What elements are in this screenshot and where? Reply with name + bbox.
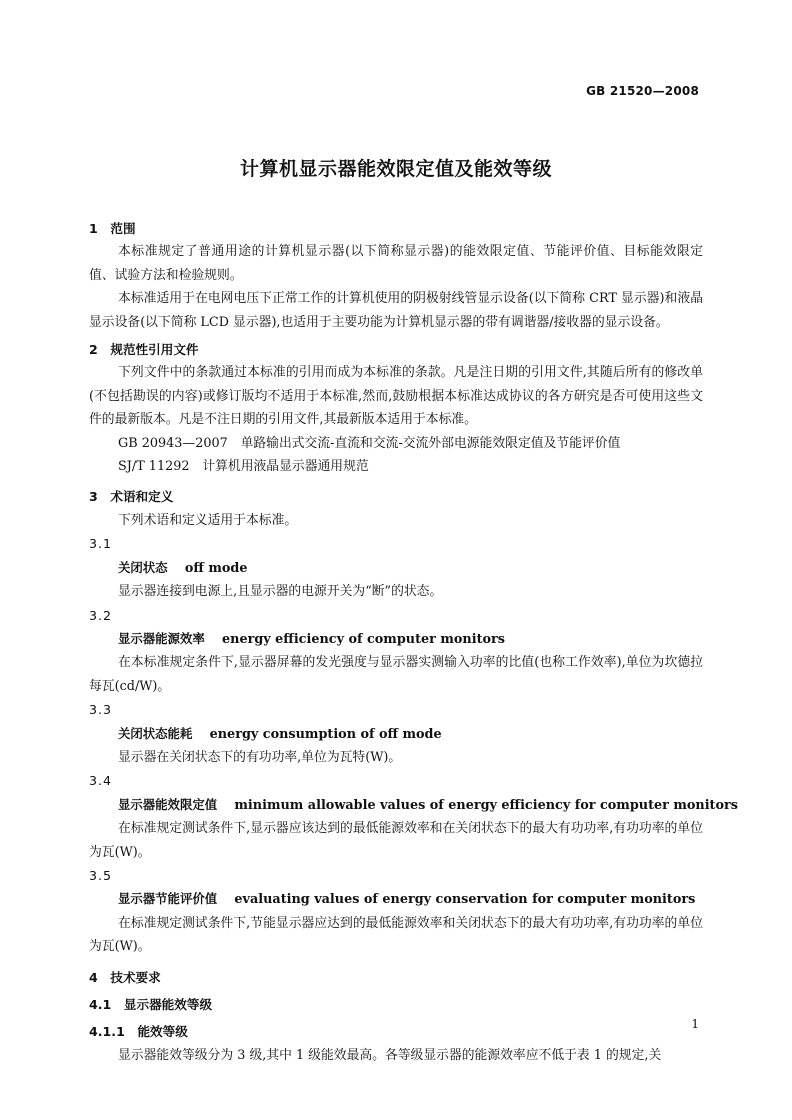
page-number: 1 bbox=[691, 1017, 699, 1031]
term-heading bbox=[89, 722, 703, 746]
section-1-heading: 1 范围 bbox=[89, 221, 136, 236]
term-number: 3.4 bbox=[89, 773, 113, 789]
term-zh: 显示器能源效率 bbox=[118, 630, 205, 646]
term-number: 3.3 bbox=[89, 702, 113, 718]
term-definition: 在本标准规定条件下,显示器屏幕的发光强度与显示器实测输入功率的比值(也称工作效率),单位为坎德拉每瓦(cd/W)。 bbox=[89, 655, 703, 694]
term-definition: 显示器连接到电源上,且显示器的电源开关为“断”的状态。 bbox=[118, 584, 443, 600]
term-en: minimum allowable values of energy efficiency for computer monitors bbox=[234, 797, 738, 813]
term-en: evaluating values of energy conservation for computer monitors bbox=[234, 892, 696, 908]
term-definition: 在标准规定测试条件下,节能显示器应达到的最低能源效率和关闭状态下的最大有功功率,有功功率的单位为瓦(W)。 bbox=[89, 915, 703, 955]
section-1-paragraph: 本标准规定了普通用途的计算机显示器(以下简称显示器)的能效限定值、节能评价值、目标能效限定值、试验方法和检验规则。 bbox=[89, 244, 703, 283]
term-en: energy consumption of off mode bbox=[209, 726, 442, 742]
document-title: 计算机显示器能效限定值及能效等级 bbox=[239, 158, 552, 180]
term-number: 3.5 bbox=[89, 867, 113, 883]
section-2-heading: 2 规范性引用文件 bbox=[89, 342, 199, 358]
section-3-heading: 3 术语和定义 bbox=[89, 489, 174, 505]
normative-reference: SJ/T 11292 计算机用液晶显示器通用规范 bbox=[118, 459, 369, 475]
section-2-paragraph: 下列文件中的条款通过本标准的引用而成为本标准的条款。凡是注日期的引用文件,其随后所有的修改单(不包括勘误的内容)或修订版均不适用于本标准,然而,鼓励根据本标准达成协议的各方研究是否可使用这些文件的最新版本。凡是不注日期的引用文件,其最新版本适用于本标准。 bbox=[89, 365, 703, 428]
term-definition: 在标准规定测试条件下,显示器应该达到的最低能源效率和在关闭状态下的最大有功功率,有功功率的单位为瓦(W)。 bbox=[89, 821, 703, 860]
document-body bbox=[89, 217, 738, 1067]
term-number: 3.1 bbox=[89, 536, 113, 552]
term-zh: 关闭状态能耗 bbox=[118, 725, 193, 741]
term-zh: 关闭状态 bbox=[118, 559, 168, 575]
standard-number: GB 21520—2008 bbox=[586, 84, 699, 98]
term-heading bbox=[89, 627, 703, 651]
term-zh: 显示器节能评价值 bbox=[118, 891, 218, 907]
term-en: off mode bbox=[184, 560, 248, 576]
term-heading bbox=[89, 556, 703, 580]
section-3-intro: 下列术语和定义适用于本标准。 bbox=[118, 512, 298, 528]
term-heading bbox=[89, 793, 738, 817]
term-definition: 显示器在关闭状态下的有功功率,单位为瓦特(W)。 bbox=[118, 749, 402, 765]
term-zh: 显示器能效限定值 bbox=[118, 796, 218, 812]
section-4-heading: 4 技术要求 bbox=[89, 969, 161, 985]
normative-reference: GB 20943—2007 单路输出式交流-直流和交流-交流外部电源能效限定值及节能评价值 bbox=[118, 435, 621, 451]
section-1-paragraph: 本标准适用于在电网电压下正常工作的计算机使用的阴极射线管显示设备(以下简称 CRT 显示器)和液晶显示设备(以下简称 LCD 显示器),也适用于主要功能为计算机显示器的带有调谐器/接收器的显示设备。 bbox=[89, 291, 703, 330]
term-number: 3.2 bbox=[89, 607, 113, 623]
term-en: energy efficiency of computer monitors bbox=[222, 631, 505, 647]
term-heading bbox=[89, 887, 703, 911]
subsection-4-1-heading: 4.1 显示器能效等级 bbox=[89, 997, 213, 1012]
section-4-paragraph: 显示器能效等级分为 3 级,其中 1 级能效最高。各等级显示器的能源效率应不低于表 1 的规定,关 bbox=[118, 1047, 662, 1063]
subsection-4-1-1-heading: 4.1.1 能效等级 bbox=[89, 1024, 188, 1040]
